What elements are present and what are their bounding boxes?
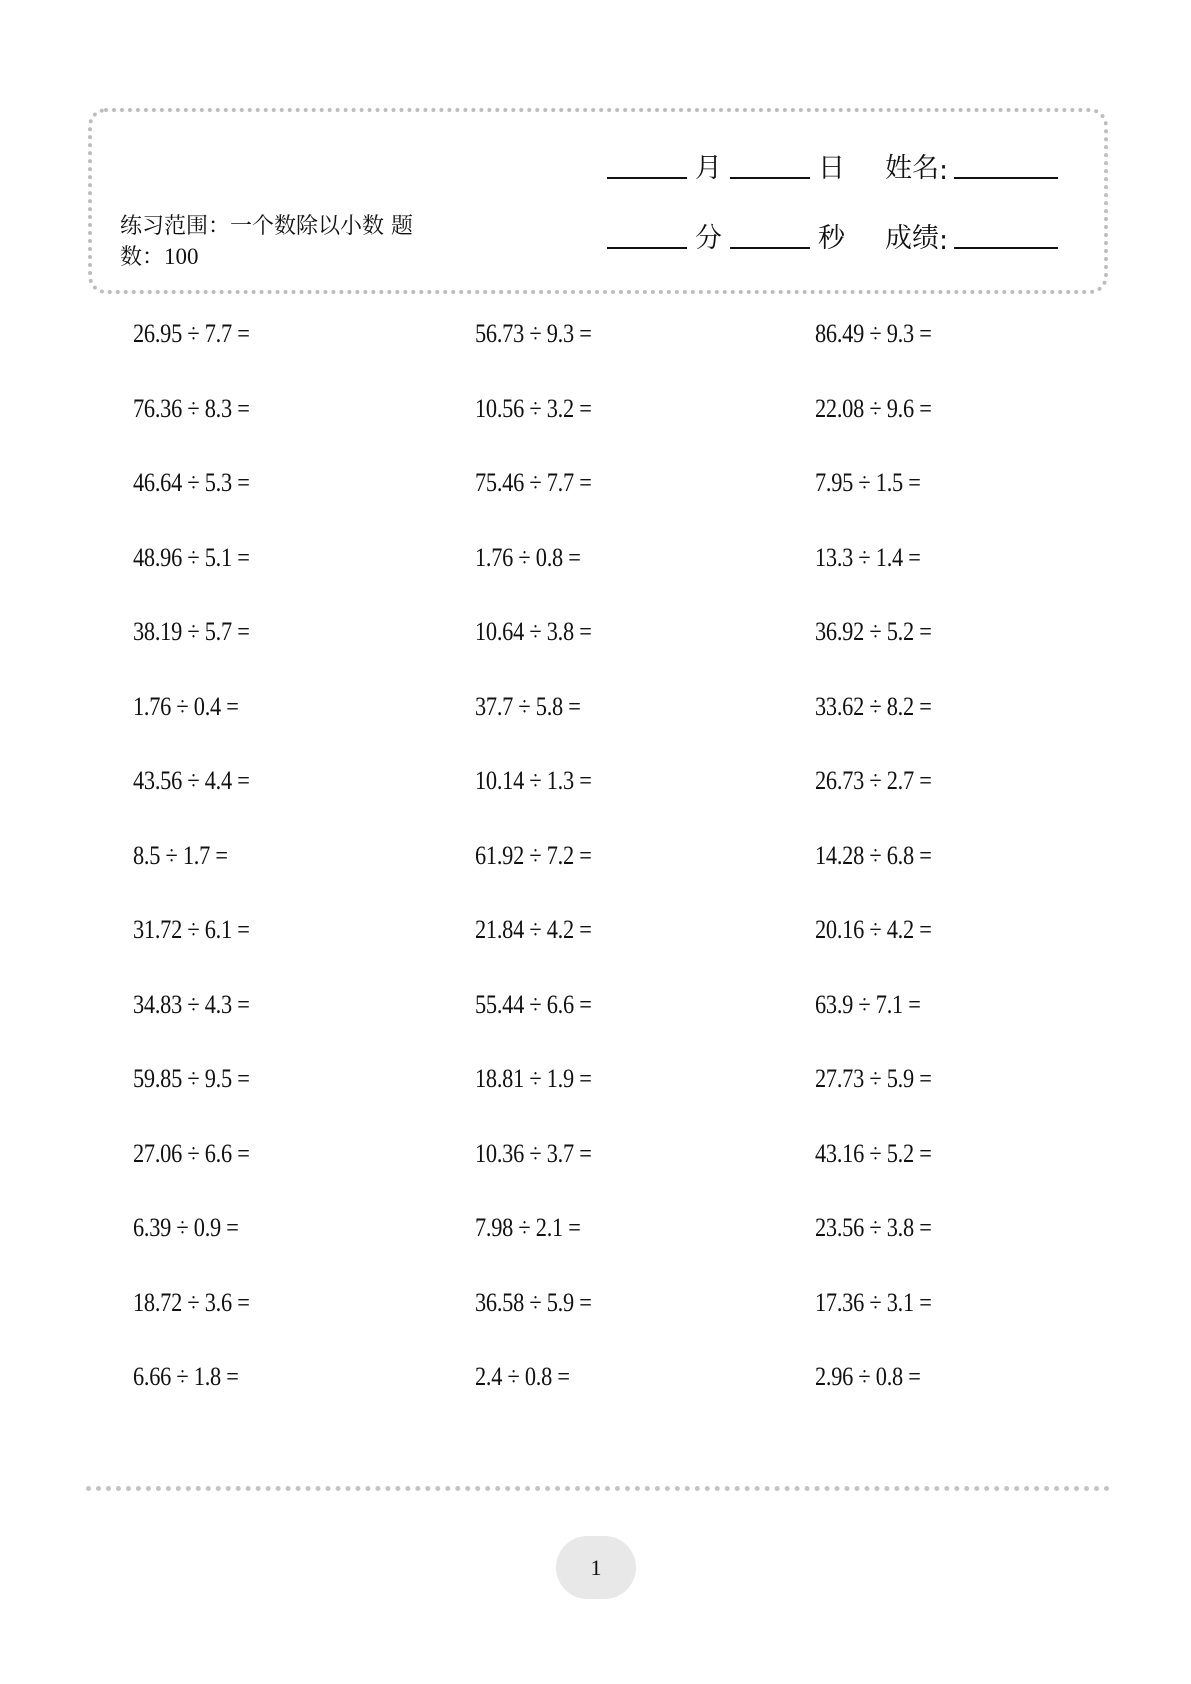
practice-info <box>120 212 460 273</box>
problem-row <box>133 1057 1133 1132</box>
division-problem: 56.73 ÷ 9.3 = <box>475 319 592 348</box>
division-problem: 18.72 ÷ 3.6 = <box>133 1287 250 1317</box>
problem-row <box>133 759 1133 834</box>
page-number: 1 <box>590 1554 602 1580</box>
division-problem: 27.73 ÷ 5.9 = <box>815 1064 932 1093</box>
division-problem: 37.7 ÷ 5.8 = <box>475 691 581 721</box>
date-name-row <box>607 146 1058 186</box>
problem-row <box>133 312 1133 387</box>
division-problem: 33.62 ÷ 8.2 = <box>815 691 932 721</box>
division-problem: 6.39 ÷ 0.9 = <box>133 1213 239 1242</box>
division-problem: 10.64 ÷ 3.8 = <box>475 617 592 646</box>
division-problem: 21.84 ÷ 4.2 = <box>475 915 592 944</box>
division-problem: 63.9 ÷ 7.1 = <box>815 989 921 1019</box>
problem-row <box>133 1355 1133 1430</box>
problem-row <box>133 1206 1133 1281</box>
score-blank[interactable] <box>954 247 1058 249</box>
minute-blank[interactable] <box>607 247 687 249</box>
division-problem: 18.81 ÷ 1.9 = <box>475 1064 592 1093</box>
question-count-label: 数： <box>120 245 165 270</box>
practice-range-label: 练习范围：一个数除以小数 题 <box>120 214 413 239</box>
division-problem: 20.16 ÷ 4.2 = <box>815 915 932 944</box>
division-problem: 2.96 ÷ 0.8 = <box>815 1362 921 1391</box>
division-problem: 1.76 ÷ 0.8 = <box>475 542 581 572</box>
problem-row <box>133 834 1133 909</box>
minute-label: 分 <box>695 223 722 254</box>
division-problem: 26.95 ÷ 7.7 = <box>133 319 250 348</box>
name-blank[interactable] <box>954 177 1058 179</box>
problem-row <box>133 461 1133 536</box>
name-colon: : <box>939 155 949 186</box>
division-problem: 26.73 ÷ 2.7 = <box>815 766 932 795</box>
division-problem: 43.56 ÷ 4.4 = <box>133 766 250 795</box>
division-problem: 10.56 ÷ 3.2 = <box>475 393 592 423</box>
division-problem: 75.46 ÷ 7.7 = <box>475 468 592 497</box>
division-problem: 6.66 ÷ 1.8 = <box>133 1362 239 1391</box>
division-problem: 8.5 ÷ 1.7 = <box>133 840 228 870</box>
division-problem: 13.3 ÷ 1.4 = <box>815 542 921 572</box>
month-blank[interactable] <box>607 177 687 179</box>
division-problem: 59.85 ÷ 9.5 = <box>133 1064 250 1093</box>
division-problem: 36.92 ÷ 5.2 = <box>815 617 932 646</box>
division-problem: 43.16 ÷ 5.2 = <box>815 1138 932 1168</box>
division-problem: 76.36 ÷ 8.3 = <box>133 393 250 423</box>
problem-row <box>133 1132 1133 1207</box>
division-problem: 31.72 ÷ 6.1 = <box>133 915 250 944</box>
second-label: 秒 <box>818 223 845 254</box>
division-problem: 86.49 ÷ 9.3 = <box>815 319 932 348</box>
division-problem: 38.19 ÷ 5.7 = <box>133 617 250 646</box>
division-problem: 22.08 ÷ 9.6 = <box>815 393 932 423</box>
division-problem: 10.36 ÷ 3.7 = <box>475 1138 592 1168</box>
day-blank[interactable] <box>730 177 810 179</box>
division-problem: 55.44 ÷ 6.6 = <box>475 989 592 1019</box>
division-problem: 61.92 ÷ 7.2 = <box>475 840 592 870</box>
score-label: 成绩 <box>885 223 939 254</box>
problem-row <box>133 1281 1133 1356</box>
division-problem: 1.76 ÷ 0.4 = <box>133 691 239 721</box>
score-colon: : <box>939 225 949 256</box>
division-problem: 34.83 ÷ 4.3 = <box>133 989 250 1019</box>
problem-row <box>133 983 1133 1058</box>
problem-row <box>133 536 1133 611</box>
division-problem: 23.56 ÷ 3.8 = <box>815 1213 932 1242</box>
footer-dotted-divider <box>86 1486 1110 1491</box>
time-score-row <box>607 216 1058 256</box>
division-problem: 2.4 ÷ 0.8 = <box>475 1362 570 1391</box>
division-problem: 46.64 ÷ 5.3 = <box>133 468 250 497</box>
division-problem: 17.36 ÷ 3.1 = <box>815 1287 932 1317</box>
day-label: 日 <box>818 153 845 184</box>
problem-grid <box>133 312 1133 1430</box>
problem-row <box>133 387 1133 462</box>
division-problem: 48.96 ÷ 5.1 = <box>133 542 250 572</box>
name-label: 姓名 <box>885 153 939 184</box>
page-number-badge <box>556 1536 636 1599</box>
month-label: 月 <box>695 153 722 184</box>
second-blank[interactable] <box>730 247 810 249</box>
division-problem: 7.98 ÷ 2.1 = <box>475 1213 581 1242</box>
division-problem: 36.58 ÷ 5.9 = <box>475 1287 592 1317</box>
division-problem: 7.95 ÷ 1.5 = <box>815 468 921 497</box>
problem-row <box>133 610 1133 685</box>
problem-row <box>133 685 1133 760</box>
problem-row <box>133 908 1133 983</box>
question-count-value: 100 <box>164 244 199 269</box>
division-problem: 10.14 ÷ 1.3 = <box>475 766 592 795</box>
division-problem: 27.06 ÷ 6.6 = <box>133 1138 250 1168</box>
division-problem: 14.28 ÷ 6.8 = <box>815 840 932 870</box>
